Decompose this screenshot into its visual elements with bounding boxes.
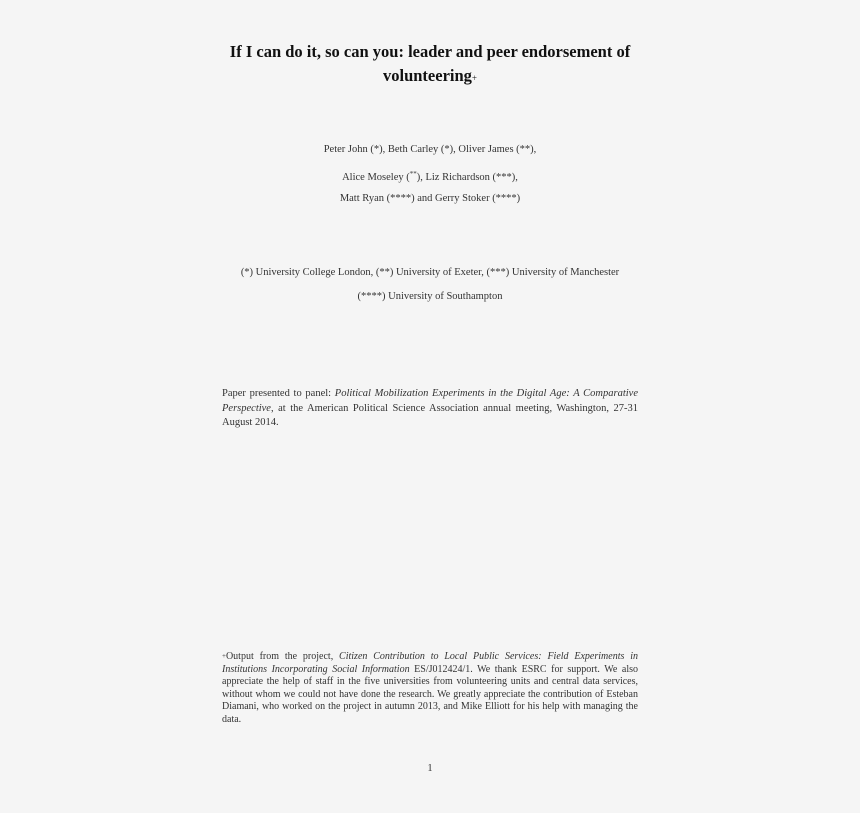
panel-title: Political Mobilization Experiments in the Digital Age: A Comparative Perspective <box>222 388 638 414</box>
author-line-3: Matt Ryan (****) and Gerry Stoker (****) <box>339 193 521 204</box>
affiliation-line-1: (*) University College London, (**) University of Exeter, (***) University of Manchester <box>240 267 620 278</box>
footnote-mark: + <box>222 652 226 660</box>
footnote-project-title: Citizen Contribution to Local Public Services: Field Experiments in Institutions Incorporating Social Information <box>222 651 639 675</box>
presentation-suffix: , at the American Political Science Association annual meeting, Washington, 27-31 August 2014. <box>222 402 638 428</box>
title-footnote-mark: + <box>471 73 477 83</box>
footnote <box>222 650 638 726</box>
presentation-note <box>222 387 638 431</box>
title-line-1: If I can do it, so can you: leader and peer endorsement of <box>229 42 631 61</box>
title-line-2 <box>200 64 660 90</box>
title-line-2-text: volunteering <box>383 66 472 85</box>
affiliation-line-2: (****) University of Southampton <box>357 291 503 302</box>
author-line-2-superscript: ** <box>409 170 417 178</box>
presentation-prefix: Paper presented to panel: <box>222 388 335 399</box>
paper-title <box>200 40 660 90</box>
author-line-1: Peter John (*), Beth Carley (*), Oliver James (**), <box>323 144 537 155</box>
author-line-2-before: Alice Moseley ( <box>342 172 410 183</box>
footnote-prefix: Output from the project, <box>225 651 340 662</box>
author-line-2 <box>200 167 660 185</box>
page-number: 1 <box>427 763 433 774</box>
footnote-suffix: ES/J012424/1. We thank ESRC for support. We also appreciate the help of staff in the five universities from volunteering units and central data services, without whom we could not have done the research. We greatly appreciate the contribution of Esteban Diamani, who worked on the project in autumn 2013, and Mike Elliott for his help with managing the data. <box>222 663 639 725</box>
author-line-2-after: ), Liz Richardson (***), <box>416 172 518 183</box>
